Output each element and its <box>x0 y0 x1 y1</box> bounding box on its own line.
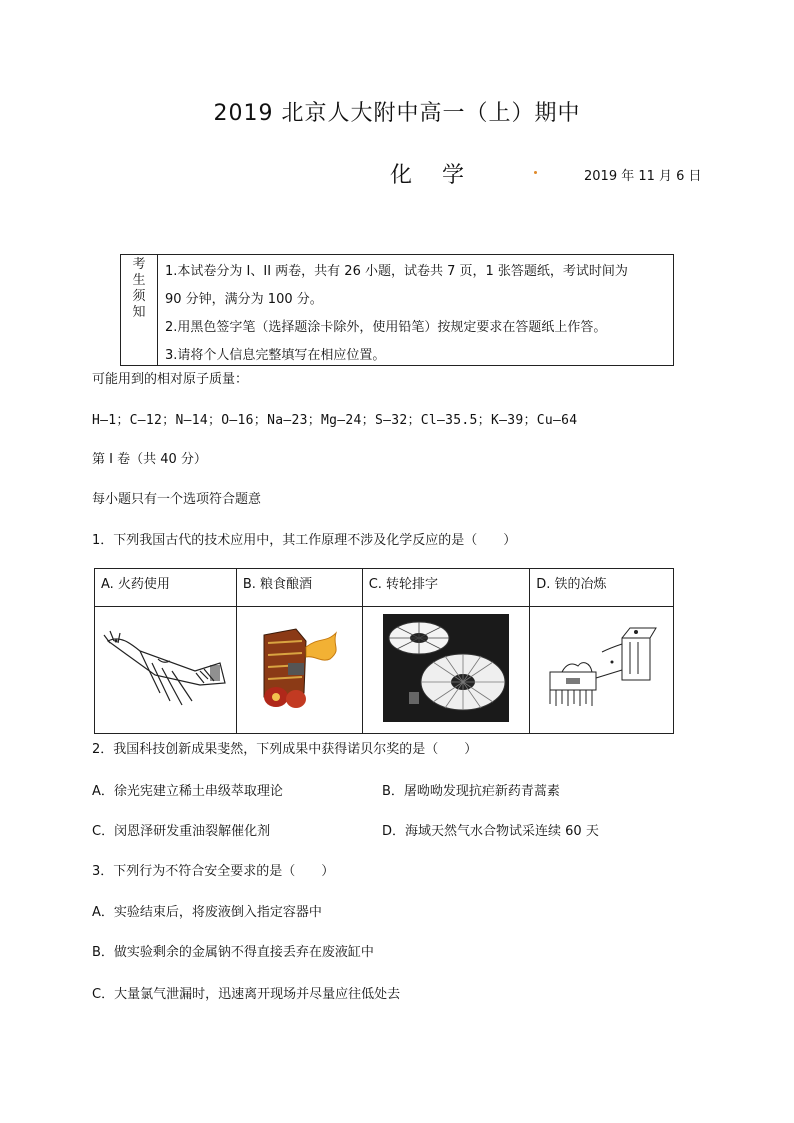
section-title: 第 I 卷（共 40 分） <box>92 452 207 467</box>
question-3-option-c: C．大量氯气泄漏时，迅速离开现场并尽量应往低处去 <box>92 987 401 1002</box>
question-1-stem: 1．下列我国古代的技术应用中，其工作原理不涉及化学反应的是（ ） <box>92 533 517 548</box>
subject-title: 化学 <box>390 163 495 188</box>
question-2-stem: 2．我国科技创新成果斐然，下列成果中获得诺贝尔奖的是（ ） <box>92 742 478 757</box>
question-1-options-table <box>94 568 674 734</box>
notice-body <box>165 258 669 370</box>
option-c-label: C. 转轮排字 <box>362 569 530 607</box>
decorative-dot <box>534 171 537 174</box>
exam-date: 2019 年 11 月 6 日 <box>584 169 702 184</box>
question-2-option-d: D．海域天然气水合物试采连续 60 天 <box>382 824 599 839</box>
exam-notice-box <box>120 254 674 366</box>
iron-smelting-image <box>530 607 674 734</box>
notice-label-char: 须 <box>132 289 146 304</box>
exam-title: 2019 北京人大附中高一（上）期中 <box>213 101 581 126</box>
rotary-typesetting-image <box>362 607 530 734</box>
question-3-stem: 3．下列行为不符合安全要求的是（ ） <box>92 864 335 879</box>
notice-label-char: 生 <box>132 273 146 288</box>
option-b-label: B. 粮食酿酒 <box>236 569 362 607</box>
atomic-mass-heading: 可能用到的相对原子质量： <box>92 372 249 387</box>
notice-label-char: 考 <box>132 257 146 272</box>
section-instruction: 每小题只有一个选项符合题意 <box>92 492 262 507</box>
question-3-option-a: A．实验结束后，将废液倒入指定容器中 <box>92 905 322 920</box>
notice-line: 2.用黑色签字笔（选择题涂卡除外，使用铅笔）按规定要求在答题纸上作答。 <box>165 320 607 335</box>
notice-line: 1.本试卷分为 I、II 两卷，共有 26 小题，试卷共 7 页，1 张答题纸，考试时间为 <box>165 264 628 279</box>
question-3-option-b: B．做实验剩余的金属钠不得直接丢弃在废液缸中 <box>92 945 374 960</box>
option-d-label: D. 铁的冶炼 <box>530 569 674 607</box>
question-2-option-c: C．闵恩泽研发重油裂解催化剂 <box>92 824 271 839</box>
question-2-option-b: B．屠呦呦发现抗疟新药青蒿素 <box>382 784 560 799</box>
question-2-option-a: A．徐光宪建立稀土串级萃取理论 <box>92 784 283 799</box>
option-a-label: A. 火药使用 <box>95 569 237 607</box>
atomic-mass-values: H—1；C—12；N—14；O—16；Na—23；Mg—24；S—32；Cl—35.5；K—39；Cu—64 <box>92 413 578 428</box>
wine-brewing-image <box>236 607 362 734</box>
notice-label-char: 知 <box>132 305 146 320</box>
notice-label <box>121 255 158 365</box>
gunpowder-rocket-image <box>95 607 237 734</box>
notice-line: 3.请将个人信息完整填写在相应位置。 <box>165 348 386 363</box>
notice-line: 90 分钟，满分为 100 分。 <box>165 292 323 307</box>
